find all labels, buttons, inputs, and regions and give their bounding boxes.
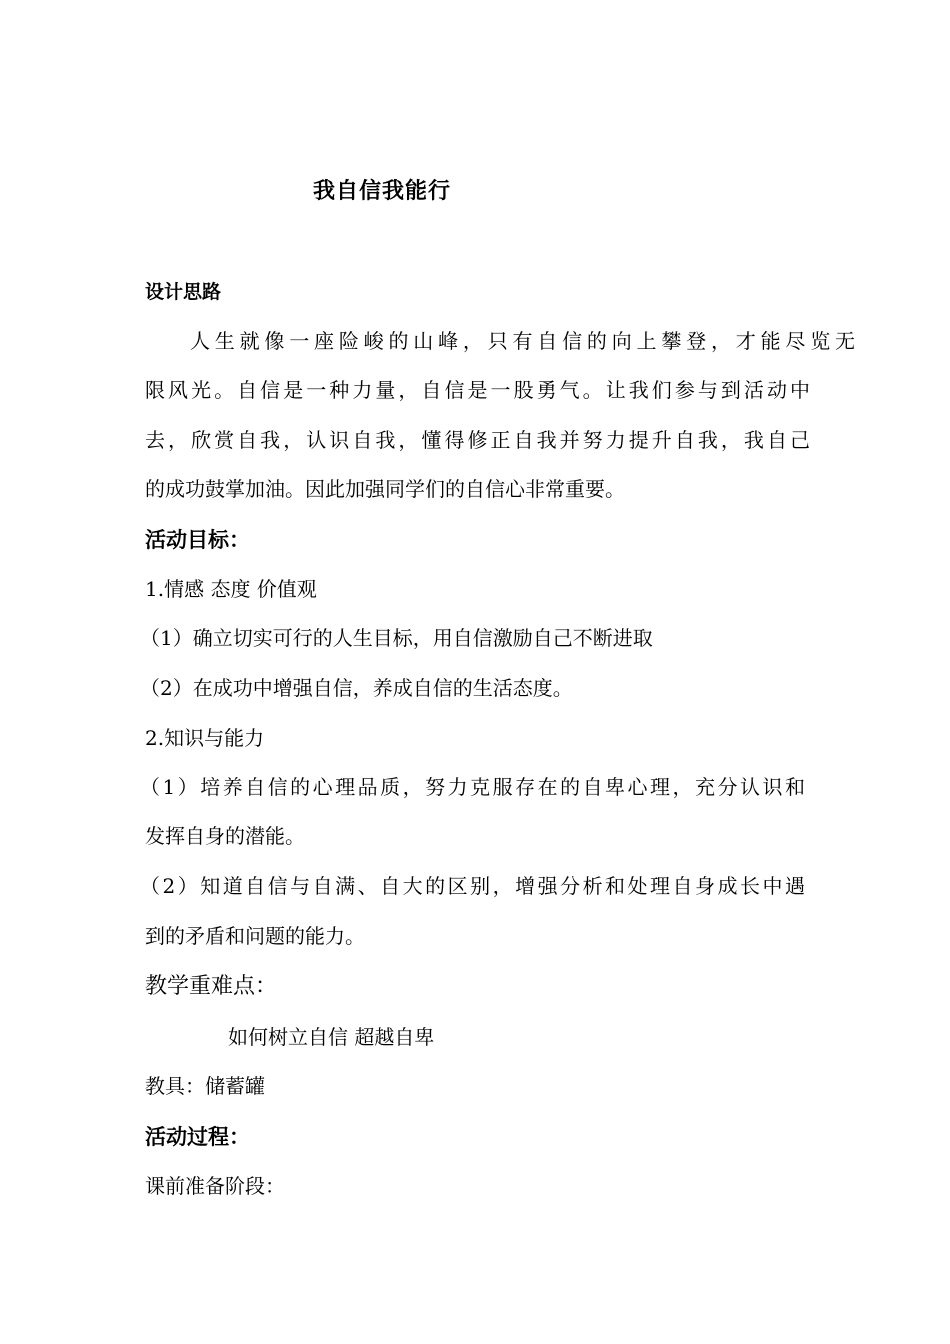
design-paragraph-line-1: 人生就像一座险峻的山峰，只有自信的向上攀登，才能尽览无 <box>190 329 855 353</box>
design-paragraph-line-2: 限风光。自信是一种力量，自信是一股勇气。让我们参与到活动中 <box>145 378 810 402</box>
goal1-item1: （1）确立切实可行的人生目标，用自信激励自己不断进取 <box>140 626 653 650</box>
goal1-item2: （2）在成功中增强自信，养成自信的生活态度。 <box>140 676 573 700</box>
goal2-item1-line1: （1）培养自信的心理品质，努力克服存在的自卑心理，充分认识和 <box>140 775 805 799</box>
key-points-content: 如何树立自信 超越自卑 <box>228 1025 435 1049</box>
goal2-title: 2.知识与能力 <box>145 726 265 750</box>
goal2-item2-line1: （2）知道自信与自满、自大的区别，增强分析和处理自身成长中遇 <box>140 874 805 898</box>
tools-line: 教具：储蓄罐 <box>145 1074 265 1098</box>
goals-heading: 活动目标： <box>145 528 250 552</box>
goal1-title: 1.情感 态度 价值观 <box>145 577 317 601</box>
key-points-heading: 教学重难点： <box>145 974 278 999</box>
design-paragraph-line-4: 的成功鼓掌加油。因此加强同学们的自信心非常重要。 <box>145 477 625 501</box>
goal2-item1-line2: 发挥自身的潜能。 <box>145 824 305 848</box>
process-heading: 活动过程： <box>145 1125 250 1149</box>
goal2-item2-line2: 到的矛盾和问题的能力。 <box>145 924 365 948</box>
pre-class-stage: 课前准备阶段： <box>145 1174 285 1198</box>
design-heading: 设计思路 <box>145 281 222 303</box>
document-title: 我自信我能行 <box>313 179 452 204</box>
design-paragraph-line-3: 去，欣赏自我，认识自我，懂得修正自我并努力提升自我，我自己 <box>145 428 810 452</box>
